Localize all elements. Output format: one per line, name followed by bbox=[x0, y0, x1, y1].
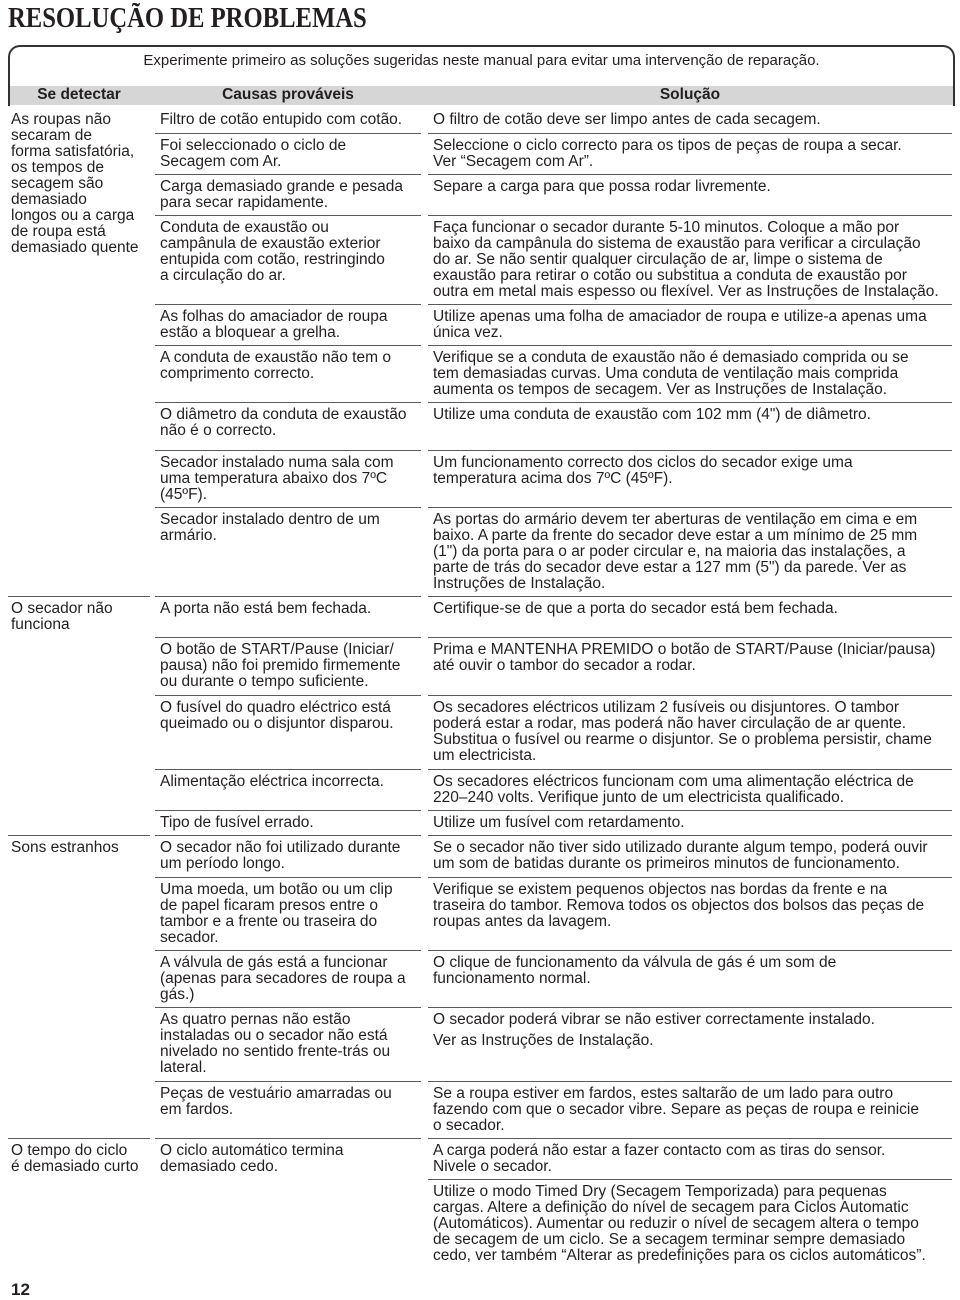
solution-cell: Utilize o modo Timed Dry (Secagem Temporizada) para pequenas cargas. Altere a definição do nível de secagem para Ciclos Automatic (Automáticos). Aumentar ou reduzir o nível de secagem altera o tempo de secagem de um ciclo. Se a secagem terminar sempre demasiado cedo, ver também “Alterar as predefinições para os ciclos automáticos”. bbox=[433, 1183, 926, 1264]
cause-cell: Uma moeda, um botão ou um clip de papel ficaram presos entre o tambor e a frente ou traseira do secador. bbox=[160, 881, 393, 946]
cause-cell: Alimentação eléctrica incorrecta. bbox=[160, 773, 384, 790]
row-divider bbox=[155, 174, 421, 175]
cause-cell: Secador instalado dentro de um armário. bbox=[160, 511, 380, 544]
group-divider bbox=[8, 835, 150, 836]
page-number: 12 bbox=[11, 1280, 30, 1299]
cause-cell: Conduta de exaustão ou campânula de exaustão exterior entupida com cotão, restringindo a circulação do ar. bbox=[160, 219, 385, 284]
table-row bbox=[0, 137, 960, 170]
row-divider bbox=[428, 133, 952, 134]
row-divider bbox=[155, 450, 421, 451]
table-row bbox=[0, 699, 960, 764]
cause-cell: O botão de START/Pause (Iniciar/ pausa) não foi premido firmemente ou durante o tempo suficiente. bbox=[160, 641, 401, 690]
row-divider bbox=[428, 637, 952, 638]
row-divider bbox=[428, 345, 952, 346]
table-row bbox=[0, 1183, 960, 1264]
cause-cell: O fusível do quadro eléctrico está queimado ou o disjuntor disparou. bbox=[160, 699, 394, 732]
table-row bbox=[0, 454, 960, 503]
solution-cell: Se o secador não tiver sido utilizado durante algum tempo, poderá ouvir um som de batidas durante os primeiros minutos de funcionamento. bbox=[433, 839, 928, 872]
row-divider bbox=[428, 304, 952, 305]
table-row bbox=[0, 511, 960, 592]
solution-note: Ver as Instruções de Instalação. bbox=[433, 1032, 654, 1049]
row-divider bbox=[428, 1007, 952, 1008]
row-divider bbox=[428, 507, 952, 508]
row-divider bbox=[428, 1138, 952, 1139]
solution-cell: Os secadores eléctricos funcionam com uma alimentação eléctrica de 220–240 volts. Verifique junto de um electricista qualificado. bbox=[433, 773, 914, 806]
row-divider bbox=[428, 835, 952, 836]
solution-cell: Seleccione o ciclo correcto para os tipos de peças de roupa a secar. Ver “Secagem com Ar”. bbox=[433, 137, 902, 170]
row-divider bbox=[155, 402, 421, 403]
table-row bbox=[0, 839, 960, 872]
cause-cell: A conduta de exaustão não tem o comprimento correcto. bbox=[160, 349, 391, 382]
row-divider bbox=[155, 507, 421, 508]
problem-cell: O tempo do ciclo é demasiado curto bbox=[11, 1142, 139, 1175]
page-title: RESOLUÇÃO DE PROBLEMAS bbox=[8, 3, 367, 34]
row-divider bbox=[428, 215, 952, 216]
column-header-problem: Se detectar bbox=[37, 86, 121, 103]
solution-cell: Utilize apenas uma folha de amaciador de roupa e utilize-a apenas uma única vez. bbox=[433, 308, 927, 341]
group-divider bbox=[8, 596, 150, 597]
table-row bbox=[0, 641, 960, 690]
cause-cell: O secador não foi utilizado durante um período longo. bbox=[160, 839, 401, 872]
solution-cell: Faça funcionar o secador durante 5-10 minutos. Coloque a mão por baixo da campânula do sistema de exaustão para verificar a circulação do ar. Se não sentir qualquer circulação de ar, limpe o sistema de exaustão para retirar o cotão ou substitua a conduta de exaustão por outra em metal mais espesso ou flexível. Ver as Instruções de Instalação. bbox=[433, 219, 939, 300]
row-divider bbox=[155, 637, 421, 638]
table-row bbox=[0, 814, 960, 831]
column-header-solution: Solução bbox=[659, 86, 721, 103]
table-row bbox=[0, 600, 960, 633]
row-divider bbox=[155, 810, 421, 811]
cause-cell: Secador instalado numa sala com uma temperatura abaixo dos 7ºC (45ºF). bbox=[160, 454, 394, 503]
solution-cell: Verifique se a conduta de exaustão não é demasiado comprida ou se tem demasiadas curvas. Uma conduta de ventilação mais comprida aumenta os tempos de secagem. Ver as Instruções de Instalação. bbox=[433, 349, 909, 398]
row-divider bbox=[428, 810, 952, 811]
row-divider bbox=[155, 215, 421, 216]
cause-cell: A porta não está bem fechada. bbox=[160, 600, 372, 617]
row-divider bbox=[428, 1081, 952, 1082]
solution-cell: O filtro de cotão deve ser limpo antes de cada secagem. bbox=[433, 111, 821, 128]
row-divider bbox=[155, 769, 421, 770]
row-divider bbox=[428, 402, 952, 403]
row-divider bbox=[155, 950, 421, 951]
table-row bbox=[0, 349, 960, 398]
table-row bbox=[0, 1085, 960, 1134]
row-divider bbox=[428, 950, 952, 951]
problem-cell: O secador não funciona bbox=[11, 600, 113, 633]
cause-cell: O ciclo automático termina demasiado cedo. bbox=[160, 1142, 344, 1175]
solution-cell: Utilize uma conduta de exaustão com 102 mm (4") de diâmetro. bbox=[433, 406, 871, 423]
solution-cell: A carga poderá não estar a fazer contacto com as tiras do sensor. Nivele o secador. bbox=[433, 1142, 886, 1175]
row-divider bbox=[155, 304, 421, 305]
solution-cell: O clique de funcionamento da válvula de gás é um som de funcionamento normal. bbox=[433, 954, 837, 987]
table-row bbox=[0, 406, 960, 439]
solution-cell: Se a roupa estiver em fardos, estes saltarão de um lado para outro fazendo com que o secador vibre. Separe as peças de roupa e reinicie o secador. bbox=[433, 1085, 919, 1134]
table-row bbox=[0, 954, 960, 1003]
row-divider bbox=[428, 596, 952, 597]
solution-cell: Prima e MANTENHA PREMIDO o botão de START/Pause (Iniciar/pausa) até ouvir o tambor do secador a rodar. bbox=[433, 641, 936, 674]
table-row bbox=[0, 1142, 960, 1175]
table-row bbox=[0, 773, 960, 806]
cause-cell: Carga demasiado grande e pesada para secar rapidamente. bbox=[160, 178, 404, 211]
row-divider bbox=[155, 596, 421, 597]
solution-cell: Certifique-se de que a porta do secador está bem fechada. bbox=[433, 600, 838, 617]
cause-cell: O diâmetro da conduta de exaustão não é o correcto. bbox=[160, 406, 407, 439]
table-row bbox=[0, 881, 960, 946]
solution-cell: Utilize um fusível com retardamento. bbox=[433, 814, 685, 831]
cause-cell: A válvula de gás está a funcionar (apenas para secadores de roupa a gás.) bbox=[160, 954, 406, 1003]
problem-cell: Sons estranhos bbox=[11, 839, 119, 856]
solution-cell: Um funcionamento correcto dos ciclos do secador exige uma temperatura acima dos 7ºC (45ºF). bbox=[433, 454, 853, 487]
solution-cell: Verifique se existem pequenos objectos nas bordas da frente e na traseira do tambor. Remova todos os objectos dos bolsos das peças de roupas antes da lavagem. bbox=[433, 881, 925, 930]
table-row bbox=[0, 308, 960, 341]
row-divider bbox=[428, 174, 952, 175]
table-row bbox=[0, 178, 960, 211]
row-divider bbox=[155, 133, 421, 134]
row-divider bbox=[155, 835, 421, 836]
column-header-cause: Causas prováveis bbox=[222, 86, 354, 103]
cause-cell: Filtro de cotão entupido com cotão. bbox=[160, 111, 403, 128]
cause-cell: Peças de vestuário amarradas ou em fardos. bbox=[160, 1085, 392, 1118]
row-divider bbox=[155, 877, 421, 878]
row-divider bbox=[428, 1179, 952, 1180]
solution-cell: As portas do armário devem ter aberturas de ventilação em cima e em baixo. A parte da frente do secador deve estar a um mínimo de 25 mm (1") da porta para o ar poder circular e, na maioria das instalações, a parte de trás do secador deve estar a 127 mm (5") da parede. Ver as Instruções de Instalação. bbox=[433, 511, 918, 592]
row-divider bbox=[155, 345, 421, 346]
solution-cell: O secador poderá vibrar se não estiver correctamente instalado. bbox=[433, 1011, 875, 1028]
row-divider bbox=[155, 1138, 421, 1139]
table-row bbox=[0, 219, 960, 300]
solution-cell: Separe a carga para que possa rodar livremente. bbox=[433, 178, 771, 195]
row-divider bbox=[428, 695, 952, 696]
cause-cell: Foi seleccionado o ciclo de Secagem com Ar. bbox=[160, 137, 347, 170]
cause-cell: Tipo de fusível errado. bbox=[160, 814, 314, 831]
solution-cell: Os secadores eléctricos utilizam 2 fusíveis ou disjuntores. O tambor poderá estar a rodar, mas poderá não haver circulação de ar quente. Substitua o fusível ou rearme o disjuntor. Se o problema persistir, chame um electricista. bbox=[433, 699, 932, 764]
row-divider bbox=[428, 877, 952, 878]
group-divider bbox=[8, 1138, 150, 1139]
row-divider bbox=[155, 1081, 421, 1082]
row-divider bbox=[428, 450, 952, 451]
row-divider bbox=[155, 1007, 421, 1008]
problem-cell: As roupas não secaram de forma satisfatória, os tempos de secagem são demasiado longos ou a carga de roupa está demasiado quente bbox=[11, 111, 139, 256]
row-divider bbox=[155, 695, 421, 696]
table-row bbox=[0, 1011, 960, 1076]
row-divider bbox=[428, 769, 952, 770]
cause-cell: As quatro pernas não estão instaladas ou o secador não está nivelado no sentido frente-trás ou lateral. bbox=[160, 1011, 391, 1076]
intro-text: Experimente primeiro as soluções sugeridas neste manual para evitar uma intervenção de reparação. bbox=[143, 52, 820, 69]
cause-cell: As folhas do amaciador de roupa estão a bloquear a grelha. bbox=[160, 308, 388, 341]
